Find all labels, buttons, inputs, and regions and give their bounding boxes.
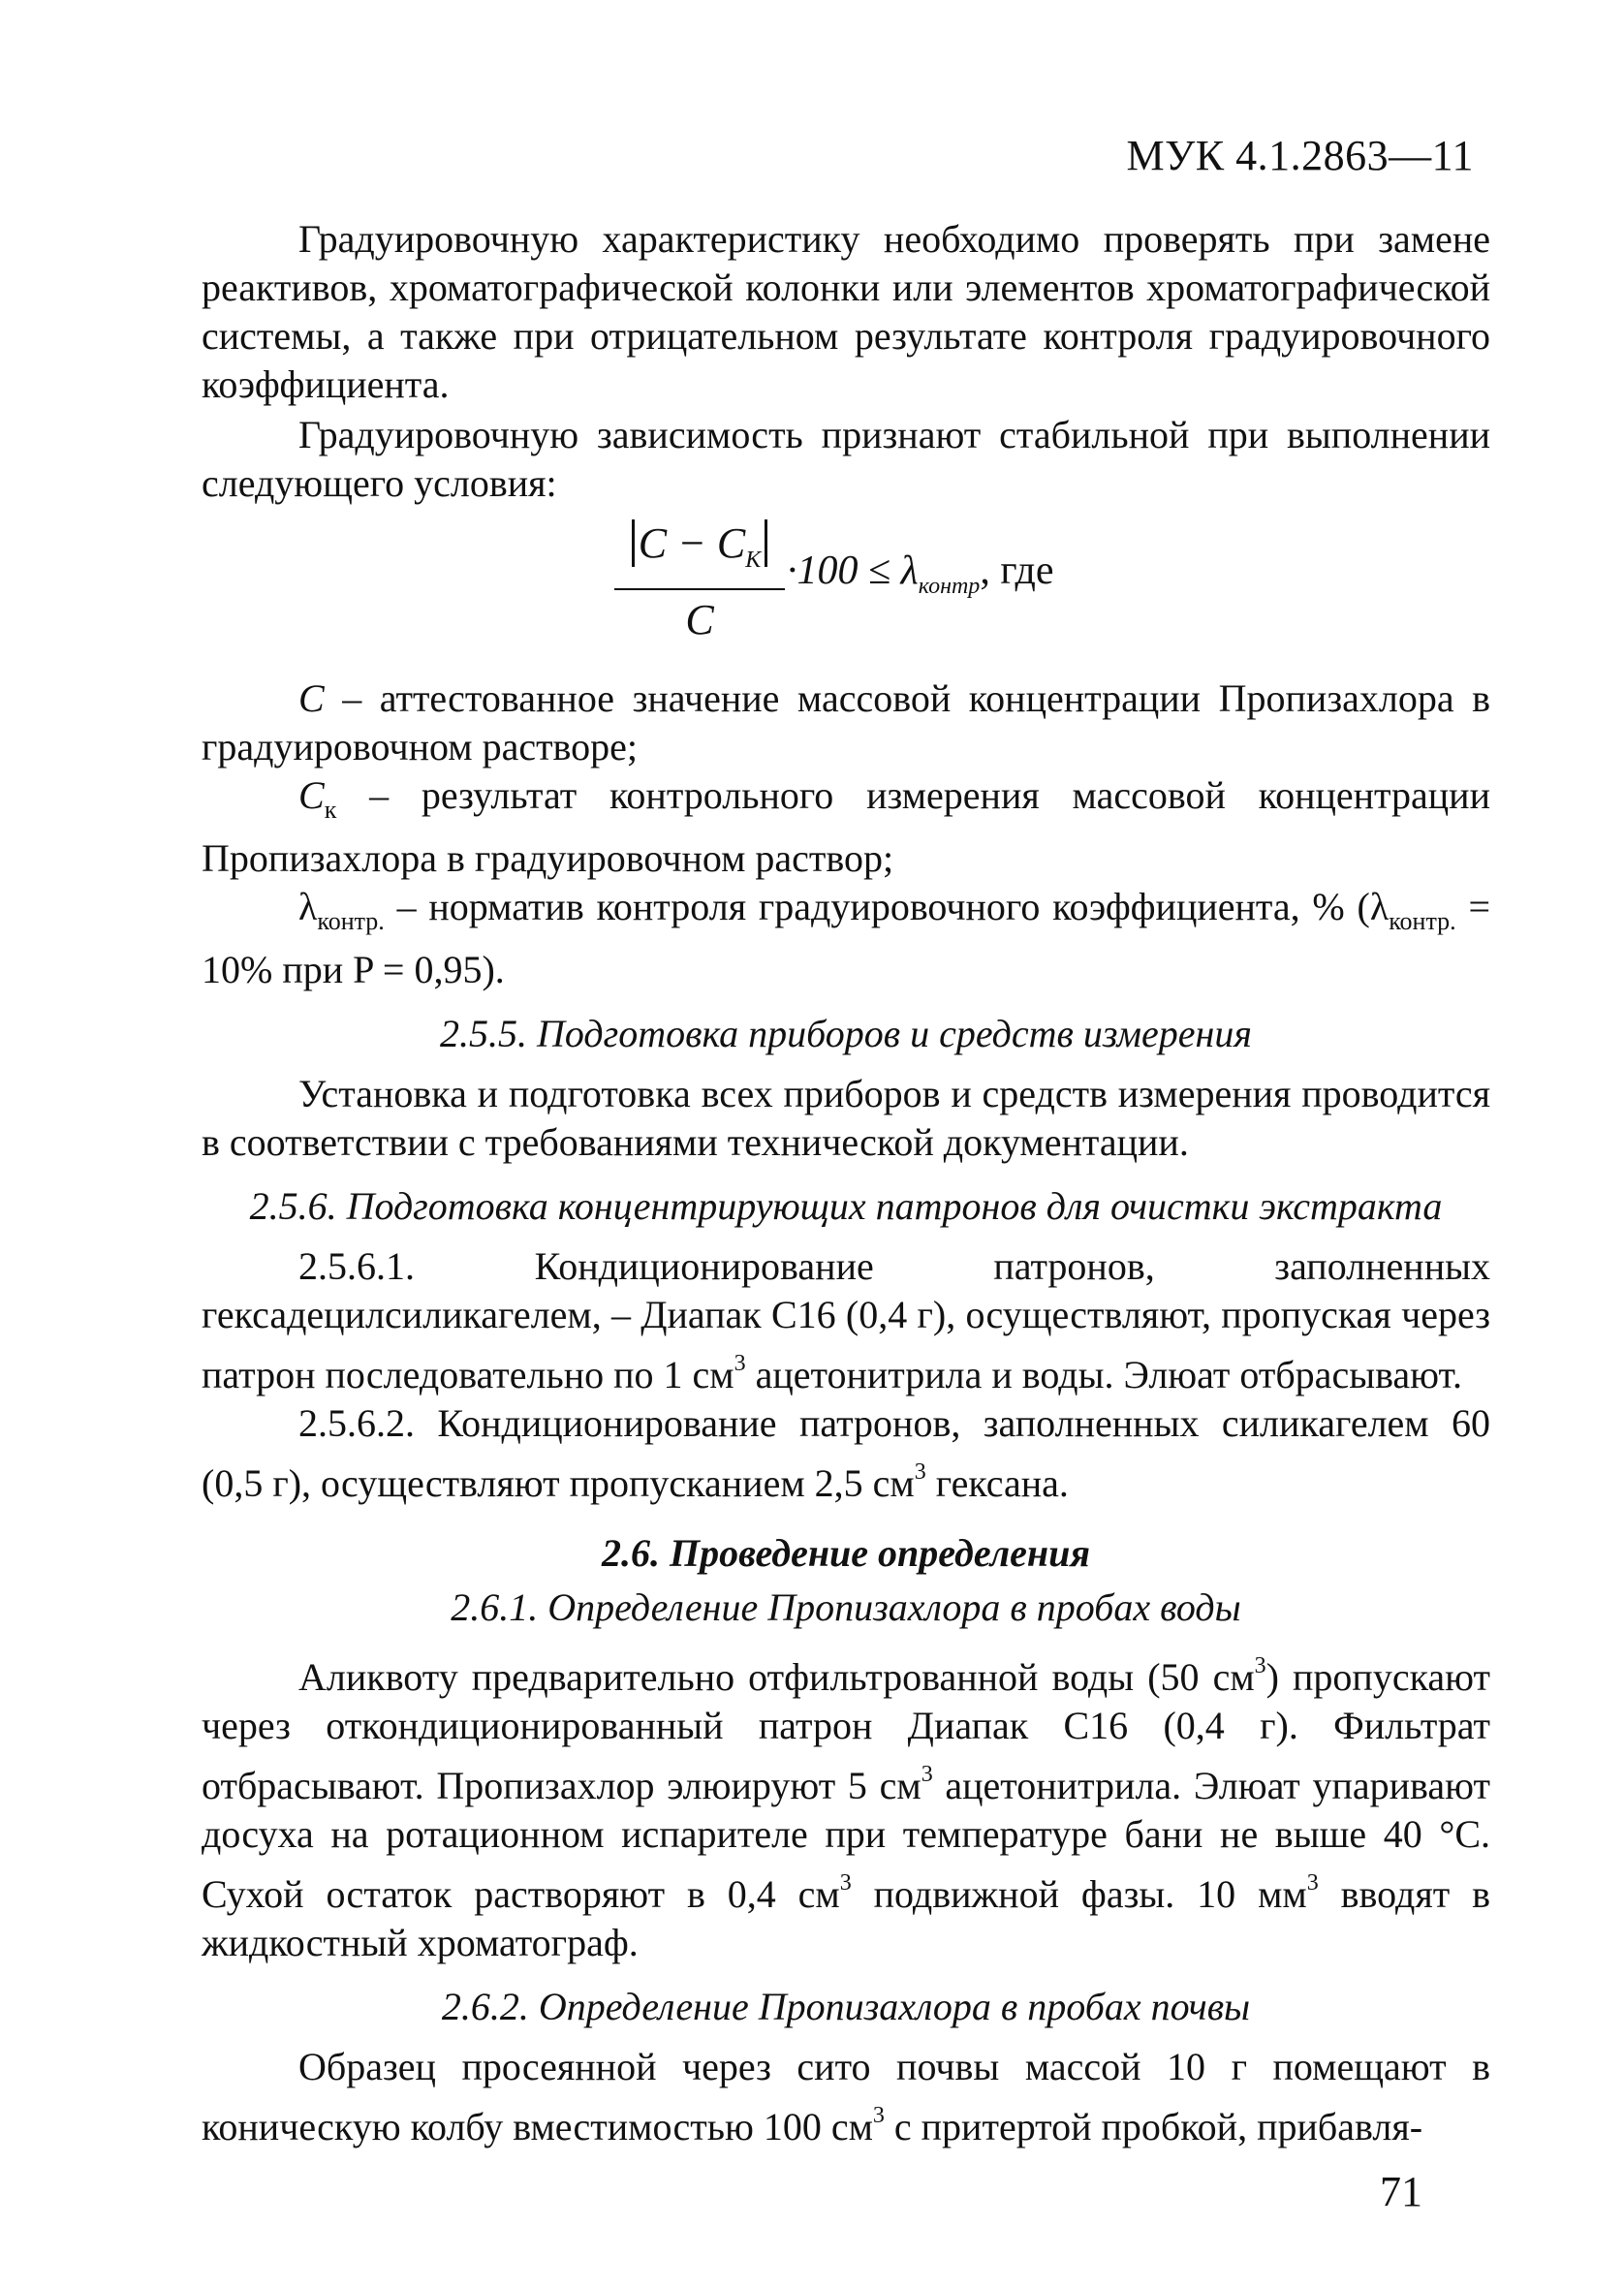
definition-lambda: $\lambda_{контр.}$ – норматив контроля градуировочного коэффициента, % ($\lambda_{контр.} = 10\%$ при P = 0,95). (202, 885, 1490, 991)
formula-fraction (614, 517, 785, 646)
page-body (202, 215, 1490, 2151)
heading-2-6: 2.6. Проведение определения (601, 1531, 1090, 1575)
page-number: 71 (1380, 2168, 1422, 2215)
heading-2-6-2: 2.6.2. Определение Пропизахлора в пробах почвы (441, 1985, 1251, 2028)
document-code: МУК 4.1.2863—11 (1126, 132, 1474, 179)
heading-2-5-5: 2.5.5. Подготовка приборов и средств измерения (440, 1012, 1252, 1055)
fraction-bar (614, 588, 785, 590)
definition-c: C – аттестованное значение массовой концентрации Пропизахлора в градуировочном растворе; (202, 676, 1490, 768)
paragraph-calibration-check: Градуировочную характеристику необходимо проверять при замене реактивов, хроматографической колонки или элементов хроматографической системы, а также при отрицательном результате контроля градуировочного коэффициента. (202, 217, 1490, 406)
formula-denominator: C (685, 596, 714, 643)
formula-numerator: $C - C_K$ (614, 517, 785, 586)
paragraph-2-5-5: Установка и подготовка всех приборов и средств измерения проводится в соответствии с требованиями технической документации. (202, 1072, 1490, 1164)
heading-2-5-6: 2.5.6. Подготовка концентрирующих патронов для очистки экстракта (249, 1184, 1443, 1228)
definition-ck: $C_к$ – результат контрольного измерения массовой концентрации Пропизахлора в градуировочном раствор; (202, 773, 1490, 880)
paragraph-stability-condition: Градуировочную зависимость признают стабильной при выполнении следующего условия: (202, 413, 1490, 505)
stability-formula (202, 517, 1490, 663)
paragraph-2-5-6-2: 2.5.6.2. Кондиционирование патронов, заполненных силикагелем 60 (0,5 г), осуществляют пропусканием 2,5 $см^3$ гексана. (202, 1401, 1490, 1505)
formula-right-side: $\cdot 100 \le \lambda_{контр}$, где (787, 549, 1054, 599)
heading-2-6-1: 2.6.1. Определение Пропизахлора в пробах воды (451, 1585, 1241, 1629)
paragraph-2-6-1: Аликвоту предварительно отфильтрованной воды (50 $см^3$) пропускают через откондиционированный патрон Диапак С16 (0,4 г). Фильтрат отбрасывают. Пропизахлор элюируют 5 $см^3$ ацетонитрила. Элюат упаривают досуха на ротационном испарителе при температуре бани не выше 40 °С. Сухой остаток растворяют в 0,4 $см^3$ подвижной фазы. 10 $мм^3$ вводят в жидкостный хроматограф. (202, 1653, 1490, 1964)
paragraph-2-6-2: Образец просеянной через сито почвы массой 10 г помещают в коническую колбу вместимостью 100 $см^3$ с притертой пробкой, прибавля- (202, 2045, 1490, 2148)
paragraph-2-5-6-1: 2.5.6.1. Кондиционирование патронов, заполненных гексадецилсиликагелем, – Диапак С16 (0,4 г), осуществляют, пропуская через патрон последовательно по 1 $см^3$ ацетонитрила и воды. Элюат отбрасывают. (202, 1244, 1490, 1396)
